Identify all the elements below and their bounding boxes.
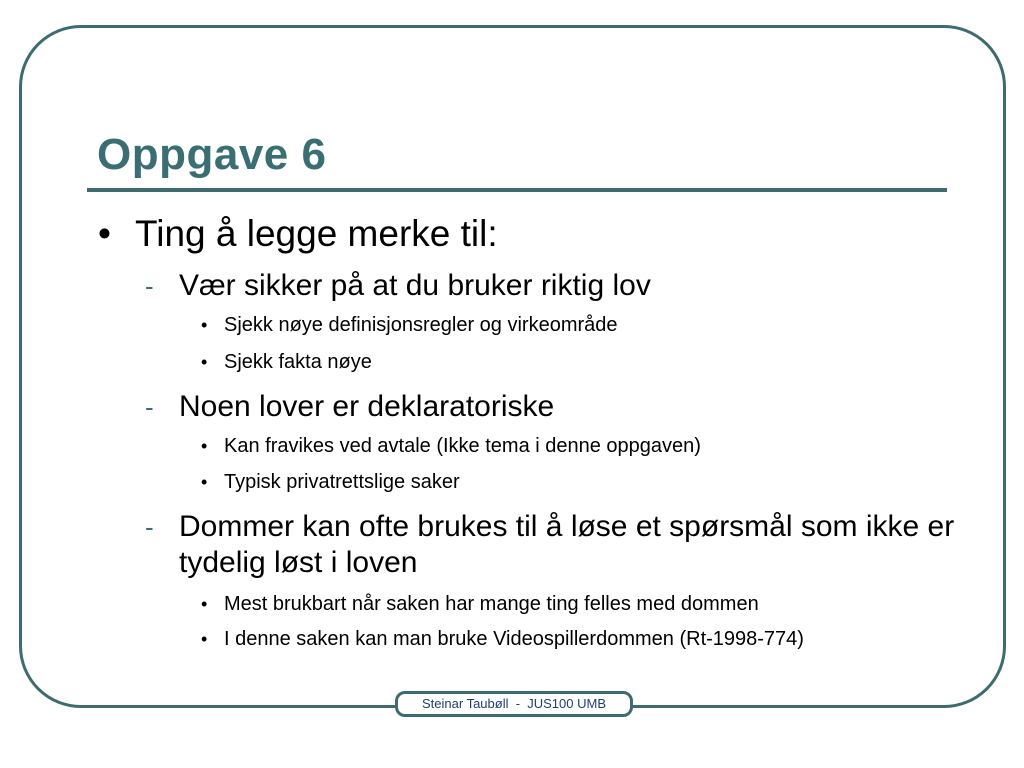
bullet-icon: • bbox=[201, 436, 208, 456]
dash-icon: - bbox=[145, 392, 154, 422]
dash-icon: - bbox=[145, 512, 154, 542]
bullet-icon: • bbox=[201, 629, 208, 649]
detail-item bbox=[98, 624, 978, 654]
sub-point bbox=[98, 268, 978, 304]
bullet-icon: • bbox=[98, 213, 111, 254]
detail-text: Sjekk nøye definisjonsregler og virkeområde bbox=[224, 314, 618, 336]
detail-text: Mest brukbart når saken har mange ting felles med dommen bbox=[224, 593, 759, 615]
sub-point-text: Vær sikker på at du bruker riktig lov bbox=[179, 269, 651, 302]
sub-point bbox=[98, 509, 959, 581]
sub-point-text: Dommer kan ofte brukes til å løse et spørsmål som ikke er tydelig løst i loven bbox=[179, 510, 955, 579]
detail-text: Typisk privatrettslige saker bbox=[224, 471, 460, 493]
bullet-icon: • bbox=[201, 594, 208, 614]
bullet-icon: • bbox=[201, 352, 208, 372]
dash-icon: - bbox=[145, 271, 154, 301]
detail-item bbox=[98, 431, 978, 461]
detail-item bbox=[98, 347, 978, 377]
detail-item bbox=[98, 467, 978, 497]
detail-item bbox=[98, 310, 978, 340]
sub-point bbox=[98, 389, 978, 425]
detail-item bbox=[98, 589, 978, 619]
bullet-point bbox=[98, 206, 978, 262]
footer-text: Steinar Taubøll - JUS100 UMB bbox=[422, 696, 606, 711]
bullet-icon: • bbox=[201, 472, 208, 492]
slide-title: Oppgave 6 bbox=[97, 130, 327, 179]
slide-content bbox=[98, 206, 978, 654]
bullet-icon: • bbox=[201, 315, 208, 335]
sub-point-text: Noen lover er deklaratoriske bbox=[179, 390, 555, 423]
detail-text: I denne saken kan man bruke Videospillerdommen (Rt-1998-774) bbox=[224, 628, 804, 650]
title-underline bbox=[87, 188, 947, 192]
detail-text: Kan fravikes ved avtale (Ikke tema i denne oppgaven) bbox=[224, 435, 701, 457]
bullet-text: Ting å legge merke til: bbox=[135, 213, 498, 254]
footer bbox=[395, 691, 633, 717]
detail-text: Sjekk fakta nøye bbox=[224, 351, 372, 373]
